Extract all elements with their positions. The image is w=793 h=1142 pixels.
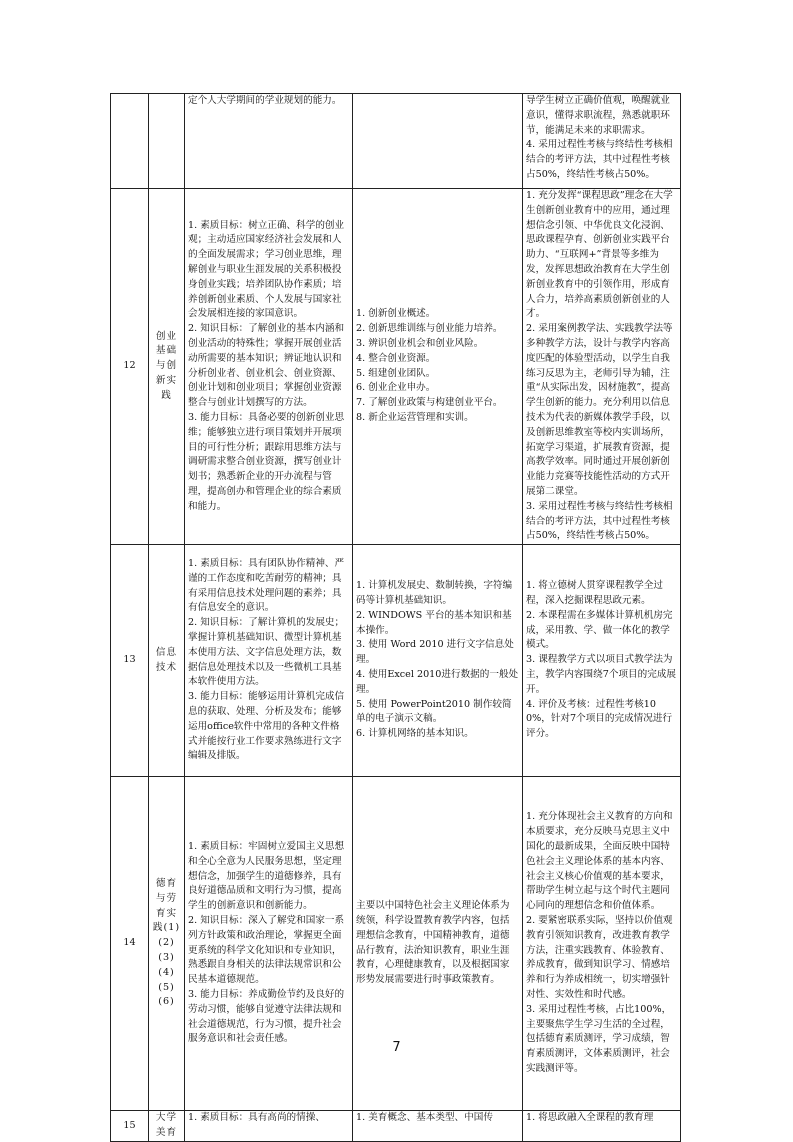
table-row <box>111 777 681 1111</box>
objective-item: 3. 能力目标：能够运用计算机完成信息的获取、处理、分析及发布；能够运用office软件中常用的各种文件格式并能按行业工作要求熟练进行文字编辑及排版。 <box>188 691 345 762</box>
course-requirements-cell <box>523 545 681 777</box>
content-item: 1. 创新创业概述。 <box>356 308 436 320</box>
course-objectives-cell <box>185 1111 353 1142</box>
requirement-item: 1. 充分发挥“课程思政”理念在大学生创新创业教育中的应用，通过理想信念引领、中华优良文化浸润、思政课程孕育、创新创业实践平台助力、“互联网+”背景等多维为发，发挥思想政治教育在大学生创新创业教育中的引领作用，形成育人合力，培养高素质创新创业的人才。 <box>526 190 673 320</box>
course-objectives-cell <box>185 777 353 1111</box>
course-objectives-cell <box>185 545 353 777</box>
course-contents-cell <box>353 545 523 777</box>
requirement-item: 2. 采用案例教学法、实践教学法等多种教学方法，设计与教学内容高度匹配的体验型活动，以学生自我练习反思为主，老师引导为辅，注重“从实际出发，因材施教”，提高学生创新的能力。充分利用以信息技术为代表的新媒体教学手段，以及创新思维教室等校内实训场所，拓宽学习渠道，扩展教育资源，提高教学效率。同时通过开展创新创业能力竞赛等技能性活动的方式开展第二课堂。 <box>526 323 673 497</box>
content-item: 1. 计算机发展史、数制转换，字符编码等计算机基础知识。 <box>356 580 513 607</box>
course-contents-cell <box>353 1111 523 1142</box>
content-item: 5. 使用 PowerPoint2010 制作较简单的电子演示文稿。 <box>356 698 512 725</box>
course-objectives-cell <box>185 94 353 189</box>
requirement-item: 1. 充分体现社会主义教育的方向和本质要求，充分反映马克思主义中国化的最新成果，全面反映中国特色社会主义理论体系的基本内容、社会主义核心价值观的基本要求，帮助学生树立起与这个时代主题同心同向的理想信念和价值体系。 <box>526 811 673 912</box>
course-number: 13 <box>111 545 149 777</box>
curriculum-table <box>110 93 681 1142</box>
course-requirements-cell <box>523 94 681 189</box>
course-requirements-cell <box>523 1111 681 1142</box>
content-item: 3. 辨识创业机会和创业风险。 <box>356 337 484 349</box>
course-objectives-cell <box>185 189 353 545</box>
objective-item: 定个人大学期间的学业规划的能力。 <box>188 95 342 106</box>
requirement-item: 导学生树立正确价值观，唤醒就业意识，懂得求职流程，熟悉就职环节，能满足未来的求职需求。 <box>526 95 670 136</box>
objective-item: 1. 素质目标：具有团队协作精神、严谨的工作态度和吃苦耐劳的精神；具有采用信息技术处理问题的素养；具有信息安全的意识。 <box>188 558 345 614</box>
course-requirements-cell <box>523 777 681 1111</box>
requirement-item: 1. 将立德树人贯穿课程教学全过程，深入挖掘课程思政元素。 <box>526 580 663 607</box>
content-item: 1. 美育概念、基本类型、中国传 <box>356 1112 493 1124</box>
content-item: 6. 计算机网络的基本知识。 <box>356 728 474 740</box>
objective-item: 2. 知识目标：了解计算机的发展史；掌握计算机基础知识、微型计算机基本使用方法、文字信息处理方法，数据信息处理技术以及一些微机工具基本软件使用方法。 <box>188 617 345 688</box>
page-number: 7 <box>392 1040 401 1055</box>
course-contents-cell <box>353 189 523 545</box>
course-name: 创业基础与创新实践 <box>149 189 185 545</box>
course-number: 15 <box>111 1111 149 1142</box>
content-item: 4. 整合创业资源。 <box>356 352 436 364</box>
table-row <box>111 545 681 777</box>
content-item: 2. 创新思维训练与创业能力培养。 <box>356 323 503 335</box>
requirement-item: 3. 采用过程性考核与终结性考核相结合的考评方法，其中过程性考核占50%，终结性考核占50%。 <box>526 500 673 542</box>
objective-item: 1. 素质目标：具有高尚的情操、 <box>188 1112 325 1124</box>
table-row <box>111 1111 681 1142</box>
objective-item: 2. 知识目标：了解创业的基本内涵和创业活动的特殊性；掌握开展创业活动所需要的基本知识；辨证地认识和分析创业者、创业机会、创业资源、创业计划和创业项目；掌握创业资源整合与创业计划撰写的方法。 <box>188 323 345 409</box>
table-row <box>111 94 681 189</box>
objective-item: 3. 能力目标：养成勤俭节约及良好的劳动习惯，能够自觉遵守法律法规和社会道德规范，行为习惯，提升社会服务意识和社会责任感。 <box>188 989 345 1045</box>
content-item: 7. 了解创业政策与构建创业平台。 <box>356 397 503 409</box>
objective-item: 3. 能力目标：具备必要的创新创业思维；能够独立进行项目策划并开展项目的可行性分析；跟踪用思维方法与调研需求整合创业资源，撰写创业计划书；熟悉新企业的开办流程与管理，提高创办和管理企业的综合素质和能力。 <box>188 411 345 512</box>
content-item: 3. 使用 Word 2010 进行文字信息处理。 <box>356 639 514 666</box>
content-item: 4. 使用Excel 2010进行数据的一般处理。 <box>356 669 519 695</box>
course-number <box>111 94 149 189</box>
requirement-item: 2. 本课程需在多媒体计算机机房完成，采用教、学、做一体化的教学模式。 <box>526 609 673 651</box>
objective-item: 2. 知识目标：深入了解党和国家一系列方针政策和政治理论，掌握更全面更系统的科学文化知识和专业知识，熟悉跟自身相关的法律法规常识和公民基本道德规范。 <box>188 915 345 986</box>
requirement-item: 4. 评价及考核：过程性考核100%，针对7个项目的完成情况进行评分。 <box>526 698 673 740</box>
content-item: 5. 组建创业团队。 <box>356 367 436 379</box>
content-item: 主要以中国特色社会主义理论体系为统领，科学设置教育教学内容，包括理想信念教育，中国精神教育，道德品行教育，法治知识教育，职业生涯教育，心理健康教育，以及根据国家形势发展需要进行时事政策教育。 <box>356 900 510 986</box>
requirement-item: 4. 采用过程性考核与终结性考核相结合的考评方法，其中过程性考核占50%，终结性考核占50%。 <box>526 139 673 180</box>
content-item: 6. 创业企业申办。 <box>356 382 436 394</box>
course-contents-cell <box>353 94 523 189</box>
course-name: 信息技术 <box>149 545 185 777</box>
requirement-item: 3. 采用过程性考核，占比100%，主要聚焦学生学习生活的全过程，包括德育素质测评，学习成绩，智育素质测评，文体素质测评，社会实践测评等。 <box>526 1003 672 1074</box>
table-row <box>111 189 681 545</box>
content-item: 8. 新企业运营管理和实训。 <box>356 411 474 423</box>
content-item: 2. WINDOWS 平台的基本知识和基本操作。 <box>356 609 512 636</box>
objective-item: 1. 素质目标：牢固树立爱国主义思想和全心全意为人民服务思想，坚定理想信念，加强学生的道德修养，具有良好道德品质和文明行为习惯，提高学生的创新意识和创新能力。 <box>188 841 345 912</box>
requirement-item: 1. 将思政融入全课程的教育理 <box>526 1112 654 1124</box>
course-name: 大学美育 <box>149 1111 185 1142</box>
objective-item: 1. 素质目标：树立正确、科学的创业观；主动适应国家经济社会发展和人的全面发展需求；学习创业思维，理解创业与职业生涯发展的关系积极投身创业实践；培养团队协作素质；培养创新创业素质、个人发展与国家社会发展相连接的家国意识。 <box>188 219 345 320</box>
course-name: 德育与劳育实践(1)(2)(3)(4)(5)(6) <box>149 777 185 1111</box>
course-contents-cell <box>353 777 523 1111</box>
requirement-item: 2. 要紧密联系实际，坚持以价值观教育引领知识教育，改进教育教学方法，注重实践教育、体验教育、养成教育，做到知识学习、情感培养和行为养成相统一，切实增强针对性、实效性和时代感。 <box>526 915 673 1001</box>
course-requirements-cell <box>523 189 681 545</box>
course-name <box>149 94 185 189</box>
course-number: 14 <box>111 777 149 1111</box>
requirement-item: 3. 课程教学方式以项目式教学法为主，教学内容围绕7个项目的完成展开。 <box>526 654 677 695</box>
course-number: 12 <box>111 189 149 545</box>
